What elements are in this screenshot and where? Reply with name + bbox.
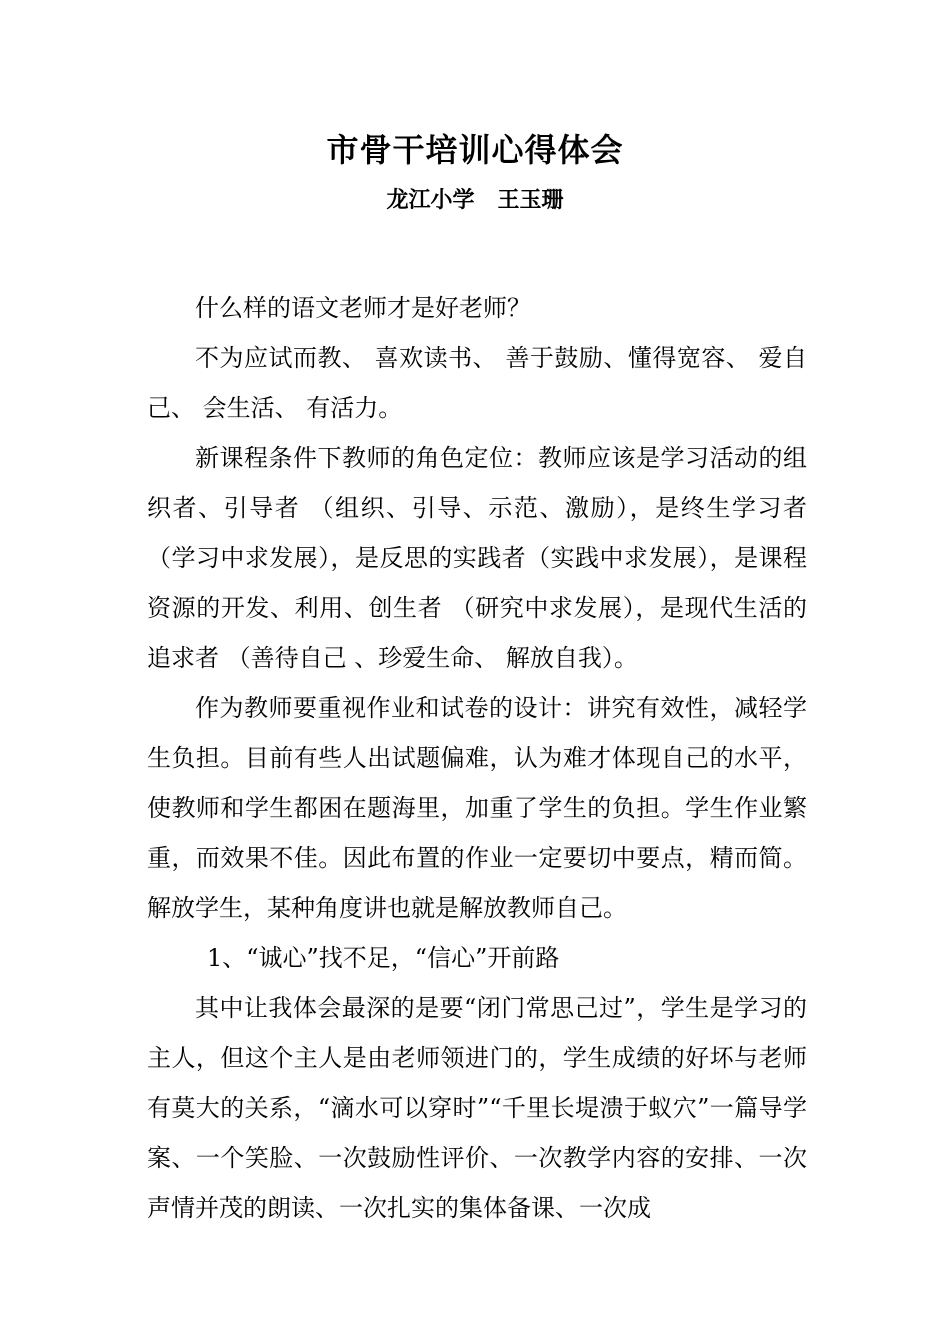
document-body — [147, 283, 807, 1233]
paragraph: 不为应试而教、 喜欢读书、 善于鼓励、懂得宽容、 爱自己、 会生活、 有活力。 — [147, 344, 807, 422]
paragraph: 什么样的语文老师才是好老师？ — [195, 294, 531, 322]
document-title: 市骨干培训心得体会 — [326, 131, 624, 169]
paragraph: 其中让我体会最深的是要“闭门常思己过”，学生是学习的主人，但这个主人是由老师领进门的，学生成绩的好坏与老师有莫大的关系，“滴水可以穿时”“千里长堤溃于蚁穴”一篇导学案、一个笑脸、一次鼓励性评价、一次教学内容的安排、一次声情并茂的朗读、一次扎实的集体备课、一次成 — [147, 994, 807, 1222]
document-author: 龙江小学 王玉珊 — [386, 188, 564, 213]
paragraph: 新课程条件下教师的角色定位：教师应该是学习活动的组织者、引导者 （组织、引导、示范、激励），是终生学习者（学习中求发展），是反思的实践者（实践中求发展），是课程资源的开发、利用、创生者 （研究中求发展），是现代生活的追求者 （善待自己 、珍爱生命、 解放自我）。 — [147, 444, 807, 672]
paragraph: 作为教师要重视作业和试卷的设计：讲究有效性，减轻学生负担。目前有些人出试题偏难，认为难才体现自己的水平，使教师和学生都困在题海里，加重了学生的负担。学生作业繁重，而效果不佳。因此布置的作业一定要切中要点，精而简。解放学生，某种角度讲也就是解放教师自己。 — [147, 694, 807, 922]
section-heading: 1、“诚心”找不足，“信心”开前路 — [207, 944, 560, 972]
